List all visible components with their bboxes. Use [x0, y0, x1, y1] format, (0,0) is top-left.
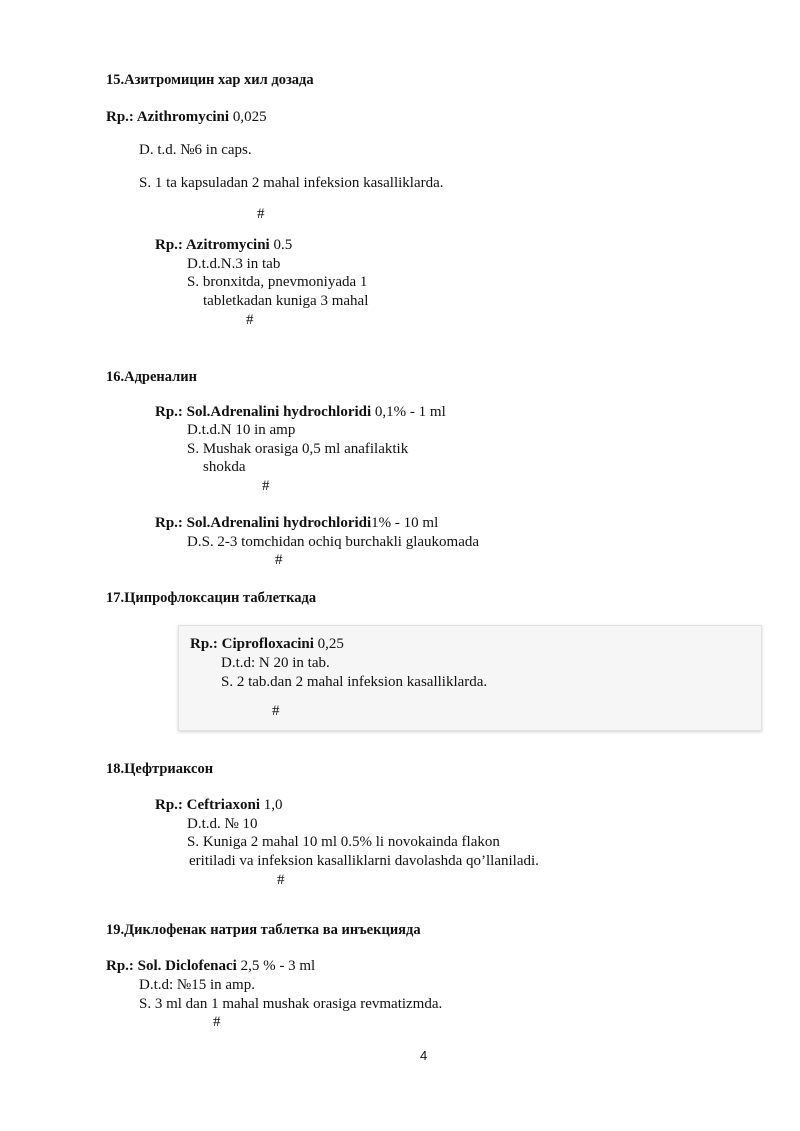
recipe-line: S. Mushak orasiga 0,5 ml anafilaktik [187, 441, 409, 457]
drug-name: Azithromycini [136, 109, 230, 125]
section-heading-15: 15.Азитромицин хар хил дозада [106, 72, 314, 88]
recipe-separator: # [257, 206, 265, 222]
rp-label: Rp.: [155, 515, 187, 531]
section-heading-18: 18.Цефтриаксон [106, 761, 214, 777]
recipe-rp-line [106, 108, 267, 126]
recipe-rp-line [155, 403, 446, 421]
page-number: 4 [420, 1048, 428, 1063]
recipe-line: D.t.d.N 10 in amp [187, 422, 296, 438]
drug-name: Ciprofloxacini [221, 636, 314, 652]
recipe-rp-line [155, 796, 283, 814]
rp-label: Rp.: [155, 797, 187, 813]
recipe-line: S. 3 ml dan 1 mahal mushak orasiga revmatizmda. [139, 996, 443, 1012]
drug-name: Ceftriaxoni [186, 797, 260, 813]
recipe-line: D. t.d. №6 in caps. [139, 142, 252, 158]
recipe-separator: # [213, 1014, 221, 1030]
rp-label: Rp.: [106, 958, 138, 974]
recipe-line: S. 1 ta kapsuladan 2 mahal infeksion kasalliklarda. [139, 175, 444, 191]
recipe-separator: # [272, 703, 280, 719]
section-heading-16: 16.Адреналин [106, 369, 198, 385]
recipe-separator: # [262, 478, 270, 494]
recipe-line: D.t.d.N.3 in tab [187, 256, 281, 272]
recipe-line: D.t.d. № 10 [187, 816, 258, 832]
rp-label: Rp.: [106, 109, 137, 125]
recipe-line: S. 2 tab.dan 2 mahal infeksion kasalliklarda. [221, 674, 488, 690]
drug-dose: 1,0 [260, 797, 283, 813]
recipe-rp-line [190, 635, 344, 653]
drug-name: Sol.Adrenalini hydrochloridi [186, 404, 372, 420]
drug-dose: 0,1% - 1 ml [371, 404, 446, 420]
drug-name: Sol.Adrenalini hydrochloridi [186, 515, 372, 531]
section-heading-17: 17.Ципрофлоксацин таблеткада [106, 590, 317, 606]
recipe-rp-line [155, 236, 292, 254]
recipe-rp-line [155, 514, 438, 532]
rp-label: Rp.: [190, 636, 222, 652]
drug-name: Sol. Diclofenaci [137, 958, 237, 974]
recipe-line: D.S. 2-3 tomchidan ochiq burchakli glaukomada [187, 534, 480, 550]
recipe-line: D.t.d: №15 in amp. [139, 977, 255, 993]
drug-dose: 0,025 [229, 109, 267, 125]
recipe-line: D.t.d: N 20 in tab. [221, 655, 330, 671]
rp-label: Rp.: [155, 404, 187, 420]
rp-label: Rp.: [155, 237, 186, 253]
drug-dose: 1% - 10 ml [371, 515, 439, 531]
recipe-line: shokda [203, 459, 246, 475]
recipe-line: eritiladi va infeksion kasalliklarni davolashda qo’llaniladi. [189, 853, 539, 869]
recipe-separator: # [275, 552, 283, 568]
recipe-separator: # [246, 312, 254, 328]
drug-dose: 0,25 [313, 636, 344, 652]
recipe-line: S. Kuniga 2 mahal 10 ml 0.5% li novokainda flakon [187, 834, 500, 850]
section-heading-19: 19.Диклофенак натрия таблетка ва инъекцияда [106, 922, 421, 938]
recipe-line: S. bronxitda, pnevmoniyada 1 [187, 274, 368, 290]
drug-dose: 2,5 % - 3 ml [236, 958, 316, 974]
recipe-separator: # [277, 872, 285, 888]
recipe-line: tabletkadan kuniga 3 mahal [203, 293, 369, 309]
drug-name: Azitromycini [185, 237, 270, 253]
recipe-rp-line [106, 957, 315, 975]
drug-dose: 0.5 [269, 237, 293, 253]
